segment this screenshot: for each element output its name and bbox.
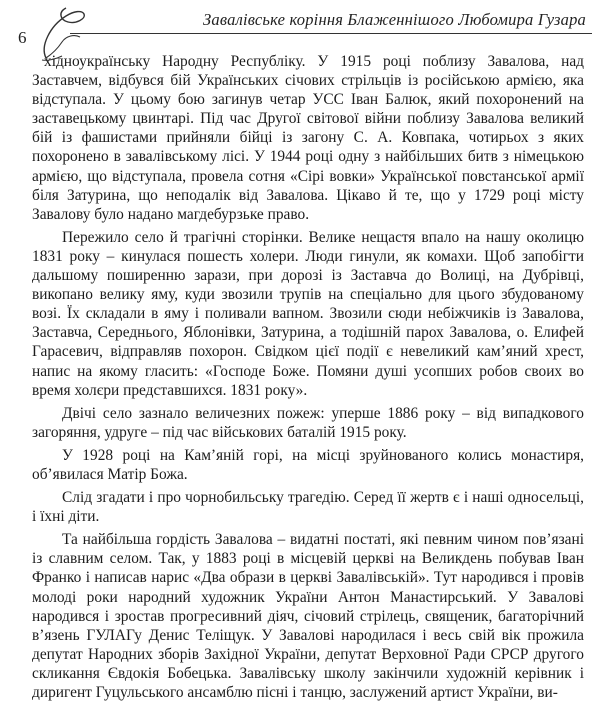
paragraph: Слід згадати і про чорнобильську трагедію. Серед її жертв є і наші односельці, і їхні діти.	[32, 489, 584, 526]
paragraph: Та найбільша гордість Завалова – видатні постаті, які певним чином пов’язані із славним селом. Так, у 1883 році в місцевій церкві на Великдень побував Іван Франко і написав нарис «Два образи в церкві Завалівській». Тут народився і провів молоді роки народний художник України Антон Манастирський. У Завалові народився і зростав прогресивний діяч, січовий стрілець, священик, багаторічний в’язень ГУЛАГу Денис Теліщук. У Завалові народилася і весь свій вік прожила депутат Народних зборів Західної України, депутат Верховної Ради СРСР другого скликання Євдокія Бобецька. Завалівську школу закінчили художній керівник і диригент Гуцульського ансамблю пісні і танцю, заслужений артист України, ви-	[32, 531, 584, 701]
header-rule	[70, 33, 592, 34]
paragraph: хідноукраїнську Народну Республіку. У 1915 році поблизу Завалова, над Заставчем, відбувся бій Українських січових стрільців із російською армією, яка відступала. У цьому бою загинув четар УСС Іван Балюк, який похоронений на заставецькому цвинтарі. Під час Другої світової війни поблизу Завалова великий бій із фашистами прийняли бійці із загону С. А. Ковпака, чотирьох з яких похоронено в завалівському лісі. У 1944 році одну з найбільших битв з німецькою армією, що відступала, провела сотня «Сірі вовки» Української повстанської армії біля Затурина, що неподалік від Завалова. Цікаво й те, що у 1729 році місту Завалову було надано магдебурзьке право.	[32, 53, 584, 223]
paragraph: Пережило село й трагічні сторінки. Велике нещастя впало на нашу околицю 1831 року – кинулася пошесть холери. Люди гинули, як комахи. Щоб запобігти дальшому поширенню зарази, при дорозі із Заставча до Волиці, на Дубрівці, викопано велику яму, куди звозили трупів на спеціально для цього збудованому возі. Їх складали в яму і поливали вапном. Звозили сюди небіжчиків із Завалова, Заставча, Середнього, Яблонівки, Затурина, а тодішній парох Завалова, о. Елифей Гарасевич, відправляв похорон. Свідком цієї події є невеликий кам’яний хрест, напис на якому гласить: «Господе Боже. Помяни душі усопших робов своих во время холєри представшихся. 1831 року».	[32, 228, 584, 399]
paragraph: У 1928 році на Кам’яній горі, на місці зруйнованого колись монастиря, об’явилася Матір Божа.	[32, 446, 584, 483]
body-text	[32, 52, 584, 706]
running-title: Завалівське коріння Блаженнішого Любомира Гузара	[203, 10, 586, 29]
page-number: 6	[18, 28, 27, 47]
page-header	[0, 0, 600, 60]
paragraph: Двічі село зазнало величезних пожеж: уперше 1886 року – від випадкового загоряння, удруге – під час військових баталій 1915 року.	[32, 404, 584, 441]
